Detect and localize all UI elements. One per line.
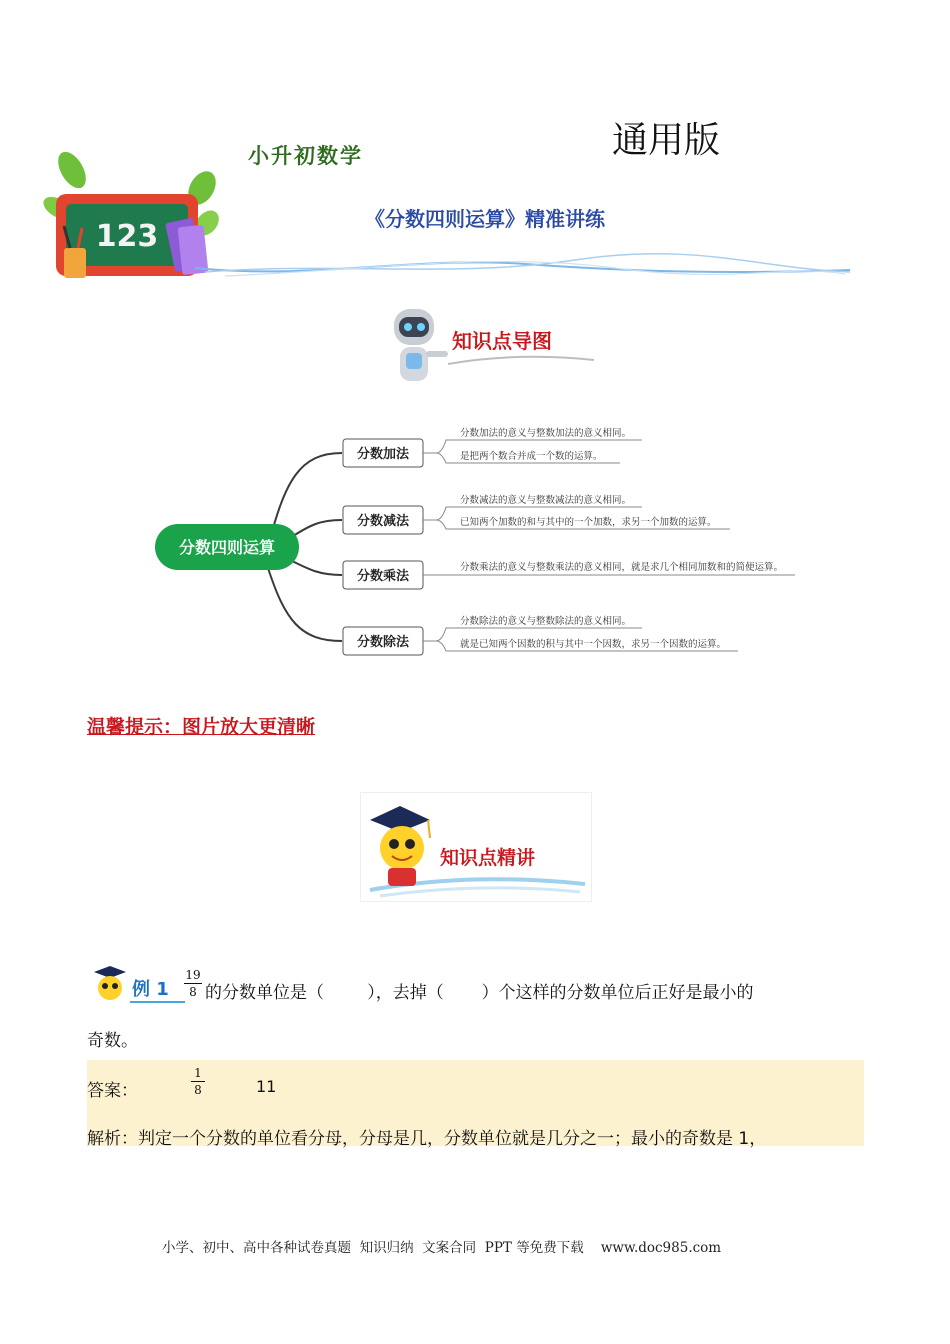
mindmap [150, 410, 800, 670]
mindmap-branch-multiplication [343, 561, 795, 589]
svg-text:分数减法: 分数减法 [356, 514, 410, 529]
wave-decoration [195, 250, 855, 280]
svg-text:分数乘法的意义与整数乘法的意义相同，就是求几个相同加数和的简: 分数乘法的意义与整数乘法的意义相同，就是求几个相同加数和的简便运算。 [460, 562, 784, 573]
mindmap-branch-division [343, 615, 738, 655]
svg-text:就是已知两个因数的积与其中一个因数，求另一个因数的运算。: 就是已知两个因数的积与其中一个因数，求另一个因数的运算。 [460, 639, 727, 650]
mindmap-branch-addition [343, 427, 642, 467]
svg-text:已知两个加数的和与其中的一个加数，求另一个加数的运算。: 已知两个加数的和与其中的一个加数，求另一个加数的运算。 [460, 517, 717, 528]
svg-text:123: 123 [95, 219, 159, 254]
svg-text:分数乘法: 分数乘法 [356, 569, 410, 584]
answer-fraction: 1 8 [191, 1066, 205, 1097]
section-banner-mindmap [446, 322, 596, 368]
mindmap-branch-subtraction [343, 494, 730, 534]
svg-text:分数除法: 分数除法 [356, 635, 410, 650]
example-question: 的分数单位是（ ），去掉（ ）个这样的分数单位后正好是最小的 [205, 983, 754, 1003]
example-question-continued: 奇数。 [87, 1031, 138, 1051]
svg-text:知识点导图: 知识点导图 [452, 329, 552, 353]
mindmap-root [155, 524, 299, 570]
example-fraction: 19 8 [185, 968, 201, 999]
answer-label: 答案： [87, 1081, 138, 1101]
svg-text:例 1: 例 1 [132, 979, 169, 1000]
svg-text:分数加法的意义与整数加法的意义相同。: 分数加法的意义与整数加法的意义相同。 [460, 428, 632, 439]
svg-text:分数除法的意义与整数除法的意义相同。: 分数除法的意义与整数除法的意义相同。 [460, 616, 632, 627]
svg-text:分数减法的意义与整数减法的意义相同。: 分数减法的意义与整数减法的意义相同。 [460, 495, 632, 506]
robot-icon [378, 305, 450, 387]
svg-text:知识点精讲: 知识点精讲 [440, 847, 536, 869]
answer-value-2: 11 [256, 1077, 277, 1096]
section-banner-knowledge [360, 792, 592, 902]
edition-label: 通用版 [612, 120, 721, 161]
tip-text: 温馨提示：图片放大更清晰 [87, 716, 316, 738]
svg-text:分数四则运算: 分数四则运算 [178, 538, 276, 557]
page-footer: 小学、初中、高中各种试卷真题 知识归纳 文案合同 PPT 等免费下载 www.doc985.com [162, 1240, 722, 1256]
series-label: 小升初数学 [248, 144, 363, 168]
document-title: 《分数四则运算》精准讲练 [365, 207, 605, 231]
analysis-text: 解析：判定一个分数的单位看分母，分母是几，分数单位就是几分之一；最小的奇数是 1， [87, 1129, 767, 1149]
svg-text:分数加法: 分数加法 [356, 447, 410, 462]
svg-text:是把两个数合并成一个数的运算。: 是把两个数合并成一个数的运算。 [460, 451, 603, 462]
example-mascot-icon [94, 966, 126, 1000]
